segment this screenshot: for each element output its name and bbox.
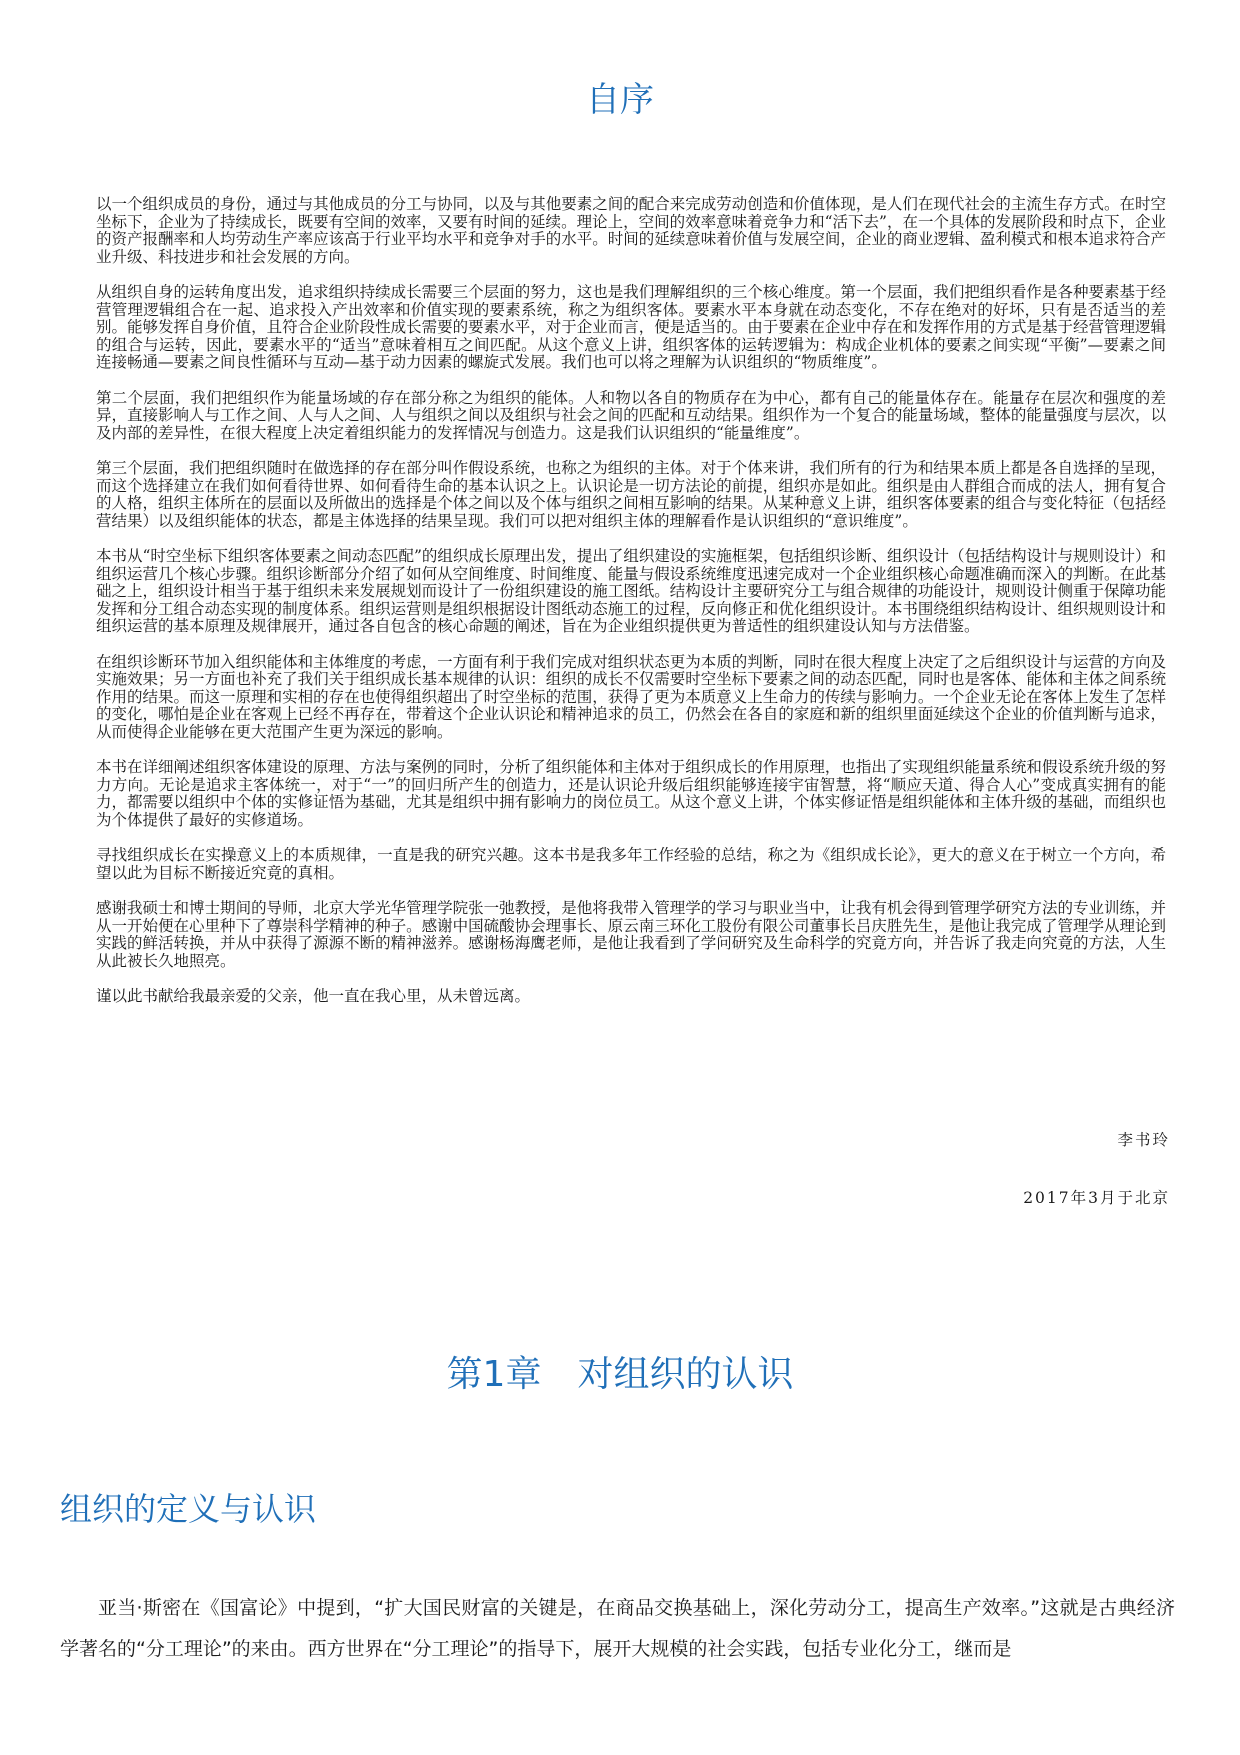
section-title: 组织的定义与认识 (60, 1490, 317, 1528)
chapter-paragraph-1: 亚当·斯密在《国富论》中提到，“扩大国民财富的关键是，在商品交换基础上，深化劳动分工，提高生产效率。”这就是古典经济学著名的“分工理论”的来由。西方世界在“分工理论”的指导下，展开大规模的社会实践，包括专业化分工，继而是 (60, 1597, 1175, 1660)
preface-paragraph-4: 第三个层面，我们把组织随时在做选择的存在部分叫作假设系统，也称之为组织的主体。对于个体来讲，我们所有的行为和结果本质上都是各自选择的呈现，而这个选择建立在我们如何看待世界、如何看待生命的基本认识之上。认识论是一切方法论的前提，组织亦是如此。组织是由人群组合而成的法人，拥有复合的人格，组织主体所在的层面以及所做出的选择是个体之间以及个体与组织之间相互影响的结果。从某种意义上讲，组织客体要素的组合与变化特征（包括经营结果）以及组织能体的状态，都是主体选择的结果呈现。我们可以把对组织主体的理解看作是认识组织的“意识维度”。 (96, 459, 1166, 530)
preface-paragraph-5: 本书从“时空坐标下组织客体要素之间动态匹配”的组织成长原理出发，提出了组织建设的实施框架，包括组织诊断、组织设计（包括结构设计与规则设计）和组织运营几个核心步骤。组织诊断部分介绍了如何从空间维度、时间维度、能量与假设系统维度迅速完成对一个企业组织核心命题准确而深入的判断。在此基础之上，组织设计相当于基于组织未来发展规划而设计了一份组织建设的施工图纸。结构设计主要研究分工与组合规律的功能设计，规则设计侧重于保障功能发挥和分工组合动态实现的制度体系。组织运营则是组织根据设计图纸动态施工的过程，反向修正和优化组织设计。本书围绕组织结构设计、组织规则设计和组织运营的基本原理及规律展开，通过各自包含的核心命题的阐述，旨在为企业组织提供更为普适性的组织建设认知与方法借鉴。 (96, 547, 1166, 635)
chapter-body (60, 1588, 1175, 1670)
preface-date: 2017年3月于北京 (1023, 1189, 1170, 1207)
preface-paragraph-1: 以一个组织成员的身份，通过与其他成员的分工与协同，以及与其他要素之间的配合来完成劳动创造和价值体现，是人们在现代社会的主流生存方式。在时空坐标下，企业为了持续成长，既要有空间的效率，又要有时间的延续。理论上，空间的效率意味着竞争力和“活下去”，在一个具体的发展阶段和时点下，企业的资产报酬率和人均劳动生产率应该高于行业平均水平和竞争对手的水平。时间的延续意味着价值与发展空间，企业的商业逻辑、盈利模式和根本追求符合产业升级、科技进步和社会发展的方向。 (96, 195, 1166, 266)
preface-body (96, 196, 1166, 1024)
preface-paragraph-8: 寻找组织成长在实操意义上的本质规律，一直是我的研究兴趣。这本书是我多年工作经验的总结，称之为《组织成长论》，更大的意义在于树立一个方向，希望以此为目标不断接近究竟的真相。 (96, 846, 1166, 882)
preface-paragraph-2: 从组织自身的运转角度出发，追求组织持续成长需要三个层面的努力，这也是我们理解组织的三个核心维度。第一个层面，我们把组织看作是各种要素基于经营管理逻辑组合在一起、追求投入产出效率和价值实现的要素系统，称之为组织客体。要素水平本身就在动态变化，不存在绝对的好坏，只有是否适当的差别。能够发挥自身价值，且符合企业阶段性成长需要的要素水平，对于企业而言，便是适当的。由于要素在企业中存在和发挥作用的方式是基于经营管理逻辑的组合与运转，因此，要素水平的“适当”意味着相互之间匹配。从这个意义上讲，组织客体的运转逻辑为：构成企业机体的要素之间实现“平衡”—要素之间连接畅通—要素之间良性循环与互动—基于动力因素的螺旋式发展。我们也可以将之理解为认识组织的“物质维度”。 (96, 283, 1166, 371)
chapter-title: 第1章 对组织的认识 (446, 1354, 794, 1395)
preface-paragraph-7: 本书在详细阐述组织客体建设的原理、方法与案例的同时，分析了组织能体和主体对于组织成长的作用原理，也指出了实现组织能量系统和假设系统升级的努力方向。无论是追求主客体统一，对于“一”的回归所产生的创造力，还是认识论升级后组织能够连接宇宙智慧，将“顺应天道、得合人心”变成真实拥有的能力，都需要以组织中个体的实修证悟为基础，尤其是组织中拥有影响力的岗位员工。从这个意义上讲，个体实修证悟是组织能体和主体升级的基础，而组织也为个体提供了最好的实修道场。 (96, 758, 1166, 829)
preface-title: 自序 (586, 80, 654, 120)
preface-paragraph-10: 谨以此书献给我最亲爱的父亲，他一直在我心里，从未曾远离。 (96, 987, 531, 1005)
preface-paragraph-3: 第二个层面，我们把组织作为能量场域的存在部分称之为组织的能体。人和物以各自的物质存在为中心，都有自己的能量体存在。能量存在层次和强度的差异，直接影响人与工作之间、人与人之间、人与组织之间以及组织与社会之间的匹配和互动结果。组织作为一个复合的能量场域，整体的能量强度与层次，以及内部的差异性，在很大程度上决定着组织能力的发挥情况与创造力。这是我们认识组织的“能量维度”。 (96, 388, 1166, 442)
preface-paragraph-6: 在组织诊断环节加入组织能体和主体维度的考虑，一方面有利于我们完成对组织状态更为本质的判断，同时在很大程度上决定了之后组织设计与运营的方向及实施效果；另一方面也补充了我们关于组织成长基本规律的认识：组织的成长不仅需要时空坐标下要素之间的动态匹配，同时也是客体、能体和主体之间系统作用的结果。而这一原理和实相的存在也使得组织超出了时空坐标的范围，获得了更为本质意义上生命力的传续与影响力。一个企业无论在客体上发生了怎样的变化，哪怕是企业在客观上已经不再存在，带着这个企业认识论和精神追求的员工，仍然会在各自的家庭和新的组织里面延续这个企业的价值判断与追求，从而使得企业能够在更大范围产生更为深远的影响。 (96, 652, 1166, 741)
preface-paragraph-9: 感谢我硕士和博士期间的导师，北京大学光华管理学院张一弛教授，是他将我带入管理学的学习与职业当中，让我有机会得到管理学研究方法的专业训练，并从一开始便在心里种下了尊崇科学精神的种子。感谢中国硫酸协会理事长、原云南三环化工股份有限公司董事长吕庆胜先生，是他让我完成了管理学从理论到实践的鲜活转换，并从中获得了源源不断的精神滋养。感谢杨海鹰老师，是他让我看到了学问研究及生命科学的究竟方向，并告诉了我走向究竟的方法，人生从此被长久地照亮。 (96, 899, 1166, 970)
author-signature: 李书玲 (1117, 1131, 1170, 1149)
